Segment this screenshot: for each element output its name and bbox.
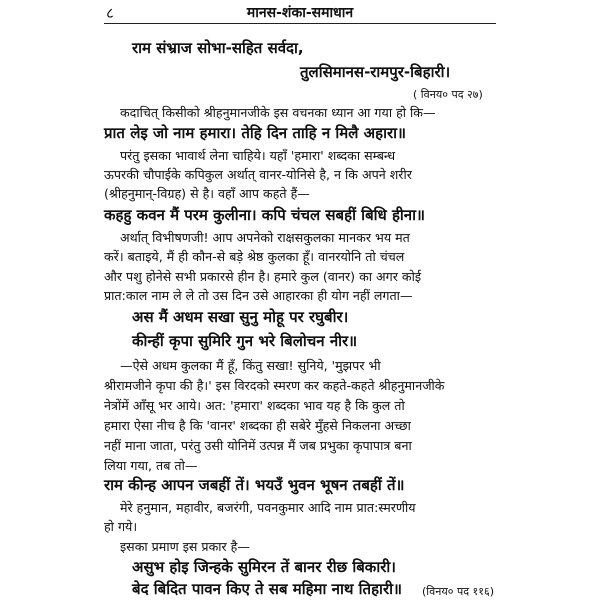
running-title: मानस-शंका-समाधान — [246, 5, 354, 21]
paragraph-line: और पशु होनेसे सभी प्रकारसे हीन है। हमारे कुल (वानर) का अगर कोई — [104, 269, 422, 284]
verse-line: राम संभ्राज सोभा-सहित सर्वदा, — [132, 39, 304, 57]
page-header — [0, 0, 600, 24]
paragraph-line: श्रीरामजीने कृपा की है।' इस विरदको स्मरण कर कहते-कहते श्रीहनुमानजीके — [104, 378, 445, 393]
page-number: ८ — [106, 4, 114, 22]
paragraph-line: नहीं माना जाता, परंतु उसी योनिमें उत्पन्न मैं जब प्रभुका कृपापात्र बना — [104, 438, 412, 453]
paragraph-line: (श्रीहनुमान्-विग्रह) से है। वहाँ आप कहते हैं— — [104, 186, 310, 201]
paragraph-line: ऊपरकी चौपाईके कपिकुल अर्थात् वानर-योनिसे है, न कि अपने शरीर — [104, 167, 412, 182]
paragraph-line: प्रात:काल नाम ले ले तो उस दिन उसे आहारका ही योग नहीं लगता— — [104, 288, 413, 303]
verse-line: असुभ होइ जिन्हके सुमिरन तें बानर रीछ बिकारी। — [132, 558, 396, 576]
paragraph-line: करें। बताइये, मैं ही कौन-से बड़े श्रेष्ठ कुलका हूँ। वानरयोनि तो चंचल — [104, 249, 405, 264]
verse-line: कीन्हीं कृपा सुमिरि गुन भरे बिलोचन नीर॥ — [132, 332, 358, 350]
verse-line: बेद बिदित पावन किए ते सब महिमा नाथ तिहारी॥ — [132, 580, 402, 598]
verse-line: कहहु कवन मैं परम कुलीना। कपि चंचल सबहीं बिधि हीना॥ — [104, 206, 426, 224]
verse-line: प्रात लेइ जो नाम हमारा। तेहि दिन ताहि न मिलै अहारा॥ — [104, 124, 406, 142]
verse-reference: (विनय० पद ११६) — [422, 585, 494, 598]
verse-reference: ( विनय० पद २७) — [413, 88, 483, 101]
paragraph-line: —ऐसे अधम कुलका मैं हूँ, किंतु सखा! सुनिये, 'मुझपर भी — [120, 358, 381, 373]
paragraph-line: परंतु इसका भावार्थ लेना चाहिये। यहाँ 'हमारा' शब्दका सम्बन्ध — [120, 148, 396, 163]
paragraph-line: नेत्रोंमें आँसू भर आये। अत: 'हमारा' शब्दका भाव यह है कि कुल तो — [104, 398, 405, 413]
verse-line: राम कीन्ह आपन जबहीं तें। भयउँ भुवन भूषन तबहीं तें॥ — [104, 476, 405, 494]
paragraph-line: लिया गया, तब तो— — [104, 458, 198, 473]
paragraph-line: हो गये। — [104, 519, 138, 534]
paragraph-line: कदाचित् किसीको श्रीहनुमानजीके इस वचनका ध्यान आ गया हो कि— — [120, 105, 436, 120]
paragraph-line: हमारा ऐसा नीच है कि 'वानर' शब्दका ही सबेरे मुँहसे निकलना अच्छा — [104, 418, 411, 433]
paragraph-line: अर्थात् विभीषणजी! आप अपनेको राक्षसकुलका मानकर भय मत — [120, 230, 410, 245]
paragraph-line: इसका प्रमाण इस प्रकार है— — [120, 539, 250, 554]
header-rule — [104, 23, 496, 24]
paragraph-line: मेरे हनुमान, महावीर, बजरंगी, पवनकुमार आदि नाम प्रात:स्मरणीय — [120, 500, 416, 515]
verse-line: अस मैं अधम सखा सुनु मोहू पर रघुबीर। — [132, 308, 349, 326]
verse-line: तुलसिमानस-रामपुर-बिहारी। — [300, 63, 451, 81]
